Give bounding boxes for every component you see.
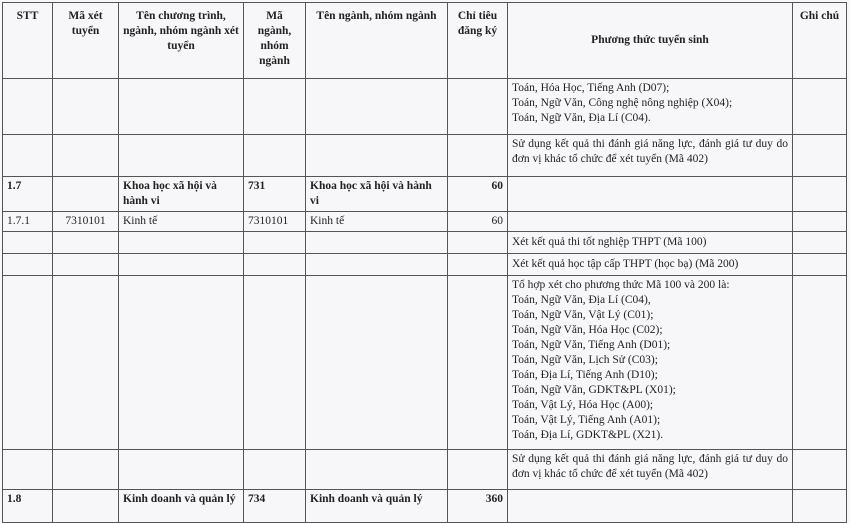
major-name-cell: Kinh tế <box>306 212 448 232</box>
quota-cell: 360 <box>448 490 508 523</box>
stt-cell: 1.7 <box>3 177 53 212</box>
admission-code-cell: 7310101 <box>53 212 119 232</box>
header-stt: STT <box>3 3 53 79</box>
method-line: Toán, Ngữ Văn, Hóa Học (C02); <box>512 324 663 336</box>
major-code-cell: 7310101 <box>244 212 306 232</box>
header-ghi-chu: Ghi chú <box>793 3 847 79</box>
table-row <box>3 490 847 523</box>
method-line: Toán, Ngữ Văn, Công nghệ nông nghiệp (X04); <box>512 97 733 109</box>
major-code-cell: 731 <box>244 177 306 212</box>
table-row <box>3 232 847 254</box>
table-row <box>3 276 847 450</box>
admission-table <box>2 2 847 523</box>
program-name-cell: Kinh doanh và quản lý <box>119 490 244 523</box>
method-cell: Xét kết quả thi tốt nghiệp THPT (Mã 100) <box>508 232 793 254</box>
table-row <box>3 450 847 490</box>
method-cell: Xét kết quả học tập cấp THPT (học bạ) (Mã 200) <box>508 254 793 276</box>
method-line: Toán, Ngữ Văn, Địa Lí (C04). <box>512 112 651 124</box>
stt-cell: 1.7.1 <box>3 212 53 232</box>
program-name-cell: Khoa học xã hội và hành vi <box>119 177 244 212</box>
header-phuong-thuc: Phương thức tuyển sinh <box>508 3 793 79</box>
method-line: Toán, Ngữ Văn, Địa Lí (C04), <box>512 294 651 306</box>
method-line: Tổ hợp xét cho phương thức Mã 100 và 200 là: <box>512 279 730 291</box>
method-line: Toán, Ngữ Văn, GDKT&PL (X01); <box>512 384 676 396</box>
table-row <box>3 135 847 177</box>
program-name-cell: Kinh tế <box>119 212 244 232</box>
major-code-cell: 734 <box>244 490 306 523</box>
quota-cell: 60 <box>448 212 508 232</box>
method-combos-cell <box>508 79 793 135</box>
stt-cell: 1.8 <box>3 490 53 523</box>
header-ten-nganh: Tên ngành, nhóm ngành <box>306 3 448 79</box>
method-line: Toán, Ngữ Văn, Tiếng Anh (D01); <box>512 339 671 351</box>
table-row <box>3 212 847 232</box>
method-combos-cell <box>508 276 793 450</box>
header-ten-chuong-trinh: Tên chương trình, ngành, nhóm ngành xét tuyển <box>119 3 244 79</box>
method-cell: Sử dụng kết quả thi đánh giá năng lực, đánh giá tư duy do đơn vị khác tổ chức để xét tuyển (Mã 402) <box>508 135 793 177</box>
method-line: Toán, Địa Lí, Tiếng Anh (D10); <box>512 369 658 381</box>
major-name-cell: Khoa học xã hội và hành vi <box>306 177 448 212</box>
method-line: Toán, Hóa Học, Tiếng Anh (D07); <box>512 82 670 94</box>
header-ma-xet-tuyen: Mã xét tuyển <box>53 3 119 79</box>
method-line: Toán, Ngữ Văn, Lịch Sử (C03); <box>512 354 658 366</box>
quota-cell: 60 <box>448 177 508 212</box>
table-row <box>3 177 847 212</box>
table-row <box>3 254 847 276</box>
table-row <box>3 79 847 135</box>
method-line: Toán, Địa Lí, GDKT&PL (X21). <box>512 429 664 441</box>
method-line: Toán, Vật Lý, Hóa Học (A00); <box>512 399 654 411</box>
major-name-cell: Kinh doanh và quản lý <box>306 490 448 523</box>
method-cell: Sử dụng kết quả thi đánh giá năng lực, đánh giá tư duy do đơn vị khác tổ chức để xét tuyển (Mã 402) <box>508 450 793 490</box>
header-ma-nganh: Mã ngành, nhóm ngành <box>244 3 306 79</box>
table-header-row <box>3 3 847 79</box>
method-line: Toán, Ngữ Văn, Vật Lý (C01); <box>512 309 654 321</box>
header-chi-tieu: Chỉ tiêu đăng ký <box>448 3 508 79</box>
method-line: Toán, Vật Lý, Tiếng Anh (A01); <box>512 414 661 426</box>
